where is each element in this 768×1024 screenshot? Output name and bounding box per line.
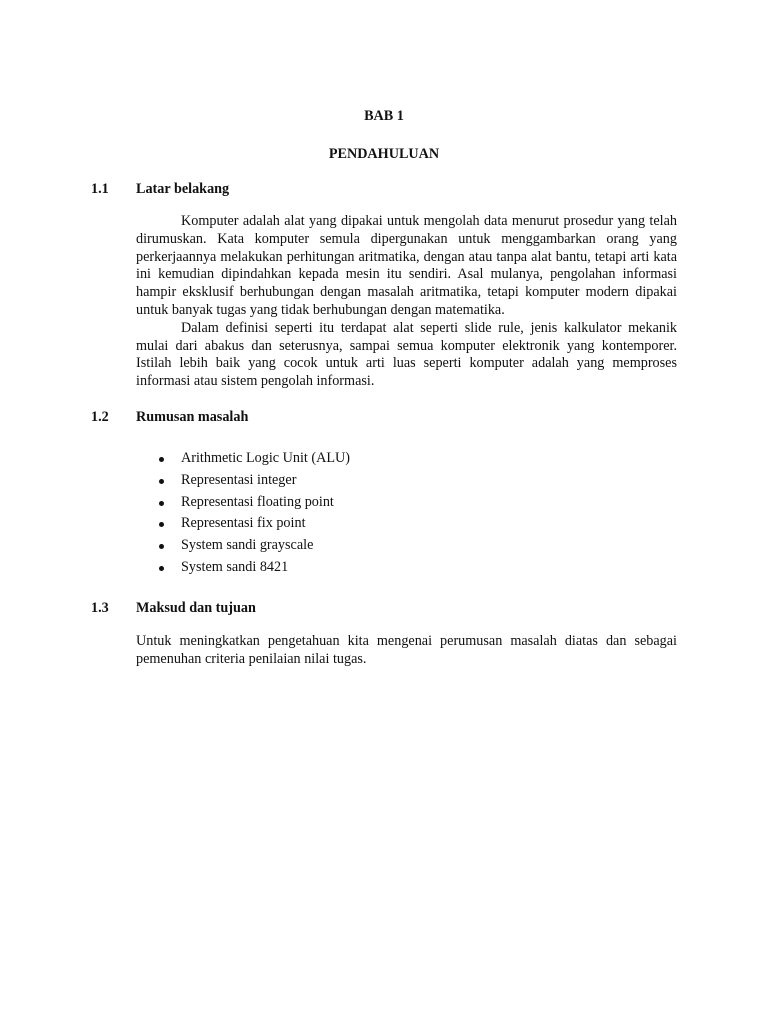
bullet-icon (159, 501, 164, 506)
section-heading-rumusan-masalah (91, 409, 248, 426)
bullet-icon (159, 544, 164, 549)
list-item (159, 559, 350, 581)
list-item-text: System sandi grayscale (181, 537, 314, 554)
list-item-text: Representasi floating point (181, 493, 334, 510)
list-item (159, 494, 350, 516)
list-item-text: Representasi integer (181, 471, 297, 488)
section-title: Rumusan masalah (136, 409, 249, 425)
list-item (159, 472, 350, 494)
list-item (159, 515, 350, 537)
paragraph: Komputer adalah alat yang dipakai untuk mengolah data menurut prosedur yang telah dirumuskan. Kata komputer semula dipergunakan untuk menggambarkan orang yang perkerjaannya melakukan perhitungan aritmatika, dengan atau tanpa alat bantu, tetapi arti kata ini kemudian dipindahkan kepada mesin itu sendiri. Asal mulanya, pengolahan informasi hampir eksklusif berhubungan dengan masalah aritmatika, tetapi komputer modern dipakai untuk banyak tugas yang tidak berhubungan dengan matematika. (136, 213, 677, 318)
paragraph: Dalam definisi seperti itu terdapat alat seperti slide rule, jenis kalkulator mekanik mulai dari abakus dan seterusnya, sampai semua komputer elektronik yang kontemporer. Istilah lebih baik yang cocok untuk arti luas seperti komputer adalah yang memproses informasi atau sistem pengolah informasi. (136, 319, 677, 390)
bullet-icon (159, 522, 164, 527)
list-item (159, 537, 350, 559)
section-number: 1.3 (91, 600, 109, 616)
section-title: Maksud dan tujuan (136, 600, 256, 616)
bullet-list (159, 450, 350, 581)
paragraph: Untuk meningkatkan pengetahuan kita mengenai perumusan masalah diatas dan sebagai pemenuhan criteria penilaian nilai tugas. (136, 633, 677, 667)
list-item-text: Arithmetic Logic Unit (ALU) (181, 450, 351, 466)
section-body-maksud-dan-tujuan (136, 633, 677, 669)
section-title: Latar belakang (136, 181, 230, 197)
list-item-text: Representasi fix point (181, 515, 306, 532)
bullet-icon (159, 479, 164, 484)
list-item (159, 450, 350, 472)
section-number: 1.1 (91, 181, 109, 197)
section-body-latar-belakang (136, 213, 677, 391)
chapter-title: PENDAHULUAN (328, 146, 440, 162)
bullet-icon (159, 457, 164, 462)
chapter-number: BAB 1 (364, 108, 404, 124)
section-heading-maksud-dan-tujuan (91, 600, 256, 617)
section-number: 1.2 (91, 409, 109, 425)
section-heading-latar-belakang (91, 181, 229, 198)
list-item-text: System sandi 8421 (181, 558, 289, 575)
bullet-icon (159, 566, 164, 571)
